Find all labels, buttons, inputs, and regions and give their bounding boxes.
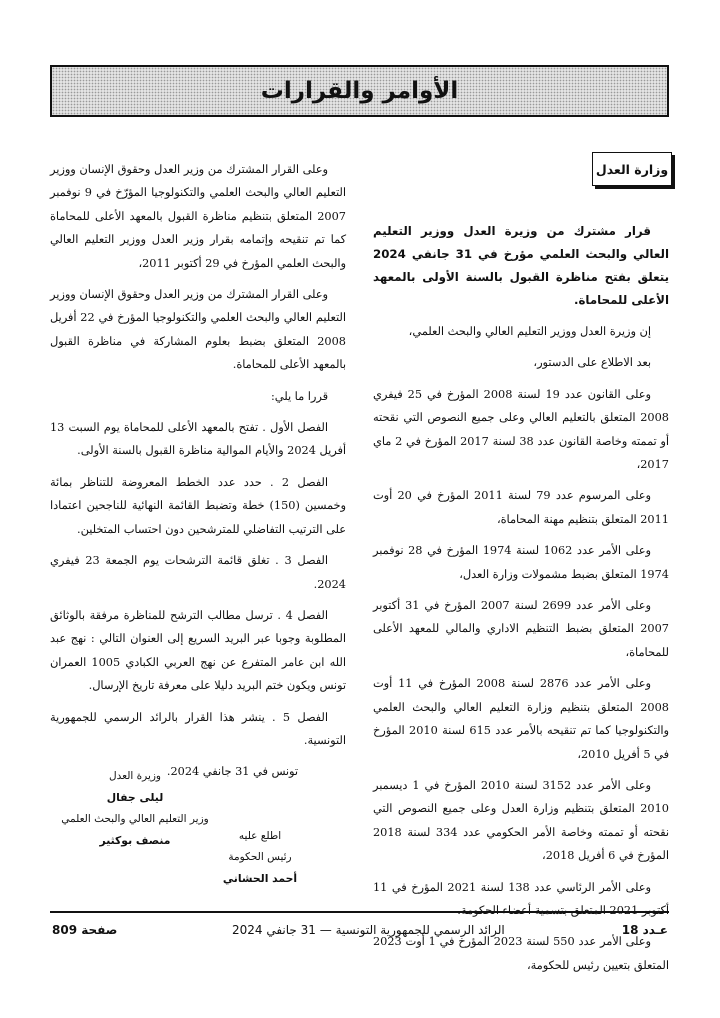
spacer bbox=[373, 150, 669, 220]
article: الفصل 2 . حدد عدد الخطط المعروضة للتناظر بمائة وخمسين (150) خطة وتضبط القائمة النهائية للناجحين اعتمادا على الترتيب التفاضلي للمترشحين دون احتساب المتخلين. bbox=[50, 475, 346, 536]
section-banner bbox=[50, 65, 669, 117]
higher-ed-minister-name: منصف بوكثير bbox=[99, 834, 171, 847]
consideration: وعلى الأمر عدد 3152 لسنة 2010 المؤرخ في 1 ديسمبر 2010 المتعلق بتنظيم وزارة العدل وعلى جميع النصوص التي نقحته أو تممته وخاصة الأمر الحكومي عدد 334 لسنة 2018 المؤرخ في 6 أفريل 2018، bbox=[373, 778, 670, 863]
consideration: وعلى الأمر عدد 2876 لسنة 2008 المؤرخ في 11 أوت 2008 المتعلق بتنظيم وزارة التعليم العالي والبحث العلمي والتكنولوجيا كما تم تنقيحه بالأمر عدد 615 لسنة 2010 المؤرخ في 5 أفريل 2010، bbox=[373, 677, 670, 761]
pm-name: أحمد الحشاني bbox=[222, 872, 298, 885]
seen-label: اطلع عليه bbox=[238, 830, 282, 842]
footer-issue: عـدد 18 bbox=[621, 923, 668, 937]
decision-intro: إن وزيرة العدل ووزير التعليم العالي والبحث العلمي، bbox=[408, 325, 651, 338]
decision-title: قرار مشترك من وزيرة العدل ووزير التعليم العالي والبحث العلمي مؤرخ في 31 جانفي 2024 يتعلق بفتح مناظرة القبول بالسنة الأولى بالمعهد الأعلى للمحاماة. bbox=[373, 224, 669, 307]
place-date: تونس في 31 جانفي 2024. bbox=[166, 765, 298, 779]
consideration: وعلى القرار المشترك من وزير العدل وحقوق الإنسان ووزير التعليم العالي والبحث العلمي والتكنولوجيا المؤرخ في 22 أفريل 2008 المتعلق بضبط بعلوم المشاركة في مناظرة القبول بالمعهد الأعلى للمحاماة. bbox=[50, 288, 346, 372]
higher-ed-minister-name-row bbox=[60, 830, 210, 852]
pm-title: رئيس الحكومة bbox=[228, 851, 292, 863]
article: الفصل 3 . تغلق قائمة الترشحات يوم الجمعة 23 فيفري 2024. bbox=[50, 554, 346, 591]
consideration: وعلى القانون عدد 19 لسنة 2008 المؤرخ في 25 فيفري 2008 المتعلق بالتعليم العالي وعلى جميع النصوص التي نقحته أو تممته وخاصة القانون عدد 38 لسنة 2017 المؤرخ في 2 ماي 2017، bbox=[373, 387, 669, 472]
footer-rule bbox=[50, 911, 669, 913]
section-title: الأوامر والقرارات bbox=[260, 78, 459, 104]
right-column bbox=[373, 150, 669, 985]
consideration: وعلى الأمر عدد 550 لسنة 2023 المؤرخ في 1 أوت 2023 المتعلق بتعيين رئيس للحكومة، bbox=[373, 935, 669, 972]
article: الفصل الأول . تفتح بالمعهد الأعلى للمحاماة يوم السبت 13 أفريل 2024 والأيام الموالية مناظرة القبول بالسنة الأولى. bbox=[50, 421, 346, 458]
article: الفصل 5 . ينشر هذا القرار بالرائد الرسمي للجمهورية التونسية. bbox=[50, 710, 346, 747]
consideration: وعلى المرسوم عدد 79 لسنة 2011 المؤرخ في 20 أوت 2011 المتعلق بتنظيم مهنة المحاماة، bbox=[373, 489, 669, 526]
footer-page: صفحة 809 bbox=[52, 923, 118, 937]
ministry-box: وزارة العدل bbox=[592, 152, 672, 186]
higher-ed-minister-title: وزير التعليم العالي والبحث العلمي bbox=[61, 813, 209, 825]
consideration: وعلى القرار المشترك من وزير العدل وحقوق الإنسان ووزير التعليم العالي والبحث العلمي والتكنولوجيا المؤرّخ في 9 نوفمبر 2007 المتعلق بتنظيم مناظرة القبول بالمعهد الأعلى للمحاماة كما تم تنقيحه وإتمامه بقرار وزير العدل ووزير التعليم العالي والبحث العلمي المؤرخ في 29 أكتوبر 2011، bbox=[50, 163, 346, 270]
signature-ministers bbox=[60, 766, 210, 852]
justice-minister-name: ليلى جفال bbox=[106, 791, 164, 804]
pm-name-row bbox=[205, 868, 315, 890]
signature-pm bbox=[205, 826, 315, 890]
article: الفصل 4 . ترسل مطالب الترشح للمناظرة مرفقة بالوثائق المطلوبة وجوبا عبر البريد السريع إلى العنوان التالي : نهج عبد الله ابن عامر المتفرع عن نهج العربي الكبادي 1005 العمران تونس ويكون ختم البريد دليلا على معرفة تاريخ الإرسال. bbox=[50, 608, 346, 693]
footer-journal: الرائد الرسمي للجمهورية التونسية — 31 جانفي 2024 bbox=[232, 923, 505, 937]
consideration: وعلى الأمر عدد 2699 لسنة 2007 المؤرخ في 31 أكتوبر 2007 المتعلق بضبط التنظيم الاداري والمالي للمعهد الأعلى للمحاماة، bbox=[373, 599, 669, 659]
consideration: وعلى الأمر الرئاسي عدد 138 لسنة 2021 المؤرخ في 11 أكتوبر 2021 المتعلق بتسمية أعضاء الحكومة، bbox=[373, 880, 669, 917]
left-column bbox=[50, 158, 346, 792]
consideration: وعلى الأمر عدد 1062 لسنة 1974 المؤرخ في 28 نوفمبر 1974 المتعلق بضبط مشمولات وزارة العدل، bbox=[373, 544, 669, 581]
decided-line: قررا ما يلي: bbox=[270, 389, 328, 403]
justice-minister-name-row bbox=[60, 787, 210, 809]
justice-minister-title: وزيرة العدل bbox=[108, 770, 162, 782]
constitution-ref: بعد الاطلاع على الدستور، bbox=[533, 356, 651, 370]
